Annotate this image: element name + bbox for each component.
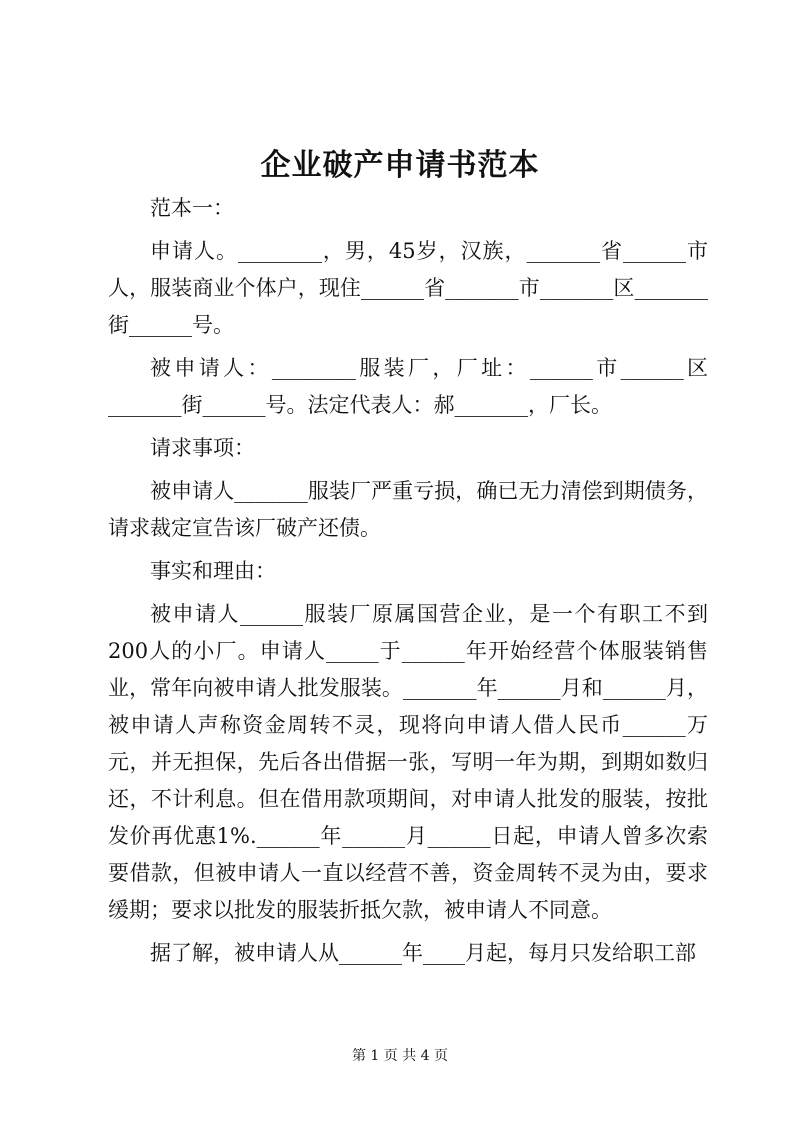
paragraph-facts-heading: 事实和理由： <box>150 559 276 583</box>
paragraph-investigation: 据了解，被申请人从______年____月起，每月只发给职工部 <box>150 941 696 965</box>
paragraph-sample-heading: 范本一： <box>150 196 234 220</box>
document-body <box>108 190 708 972</box>
paragraph-applicant: 申请人。________，男，45岁，汉族，_______省______市人，服装商业个体户，现住______省_______市_______区_______街______号。 <box>108 239 708 337</box>
paragraph-request-heading: 请求事项： <box>150 436 255 460</box>
paragraph-respondent: 被申请人：________服装厂，厂址：______市______区_______街______号。法定代表人：郝_______，厂长。 <box>108 356 708 417</box>
paragraph-request: 被申请人_______服装厂严重亏损，确已无力清偿到期债务，请求裁定宣告该厂破产还债。 <box>108 479 708 540</box>
paragraph-facts: 被申请人______服装厂原属国营企业，是一个有职工不到200人的小厂。申请人_____于______年开始经营个体服装销售业，常年向被申请人批发服装。_______年______月和______月，被申请人声称资金周转不灵，现将向申请人借人民币______万元，并无担保，先后各出借据一张，写明一年为期，到期如数归还，不计利息。但在借用款项期间，对申请人批发的服装，按批发价再优惠1%.______年______月______日起，申请人曾多次索要借款，但被申请人一直以经营不善，资金周转不灵为由，要求缓期；要求以批发的服装折抵欠款，被申请人不同意。 <box>108 602 708 922</box>
page-footer: 第 1 页 共 4 页 <box>351 1048 449 1064</box>
document-title: 企业破产申请书范本 <box>260 148 540 183</box>
